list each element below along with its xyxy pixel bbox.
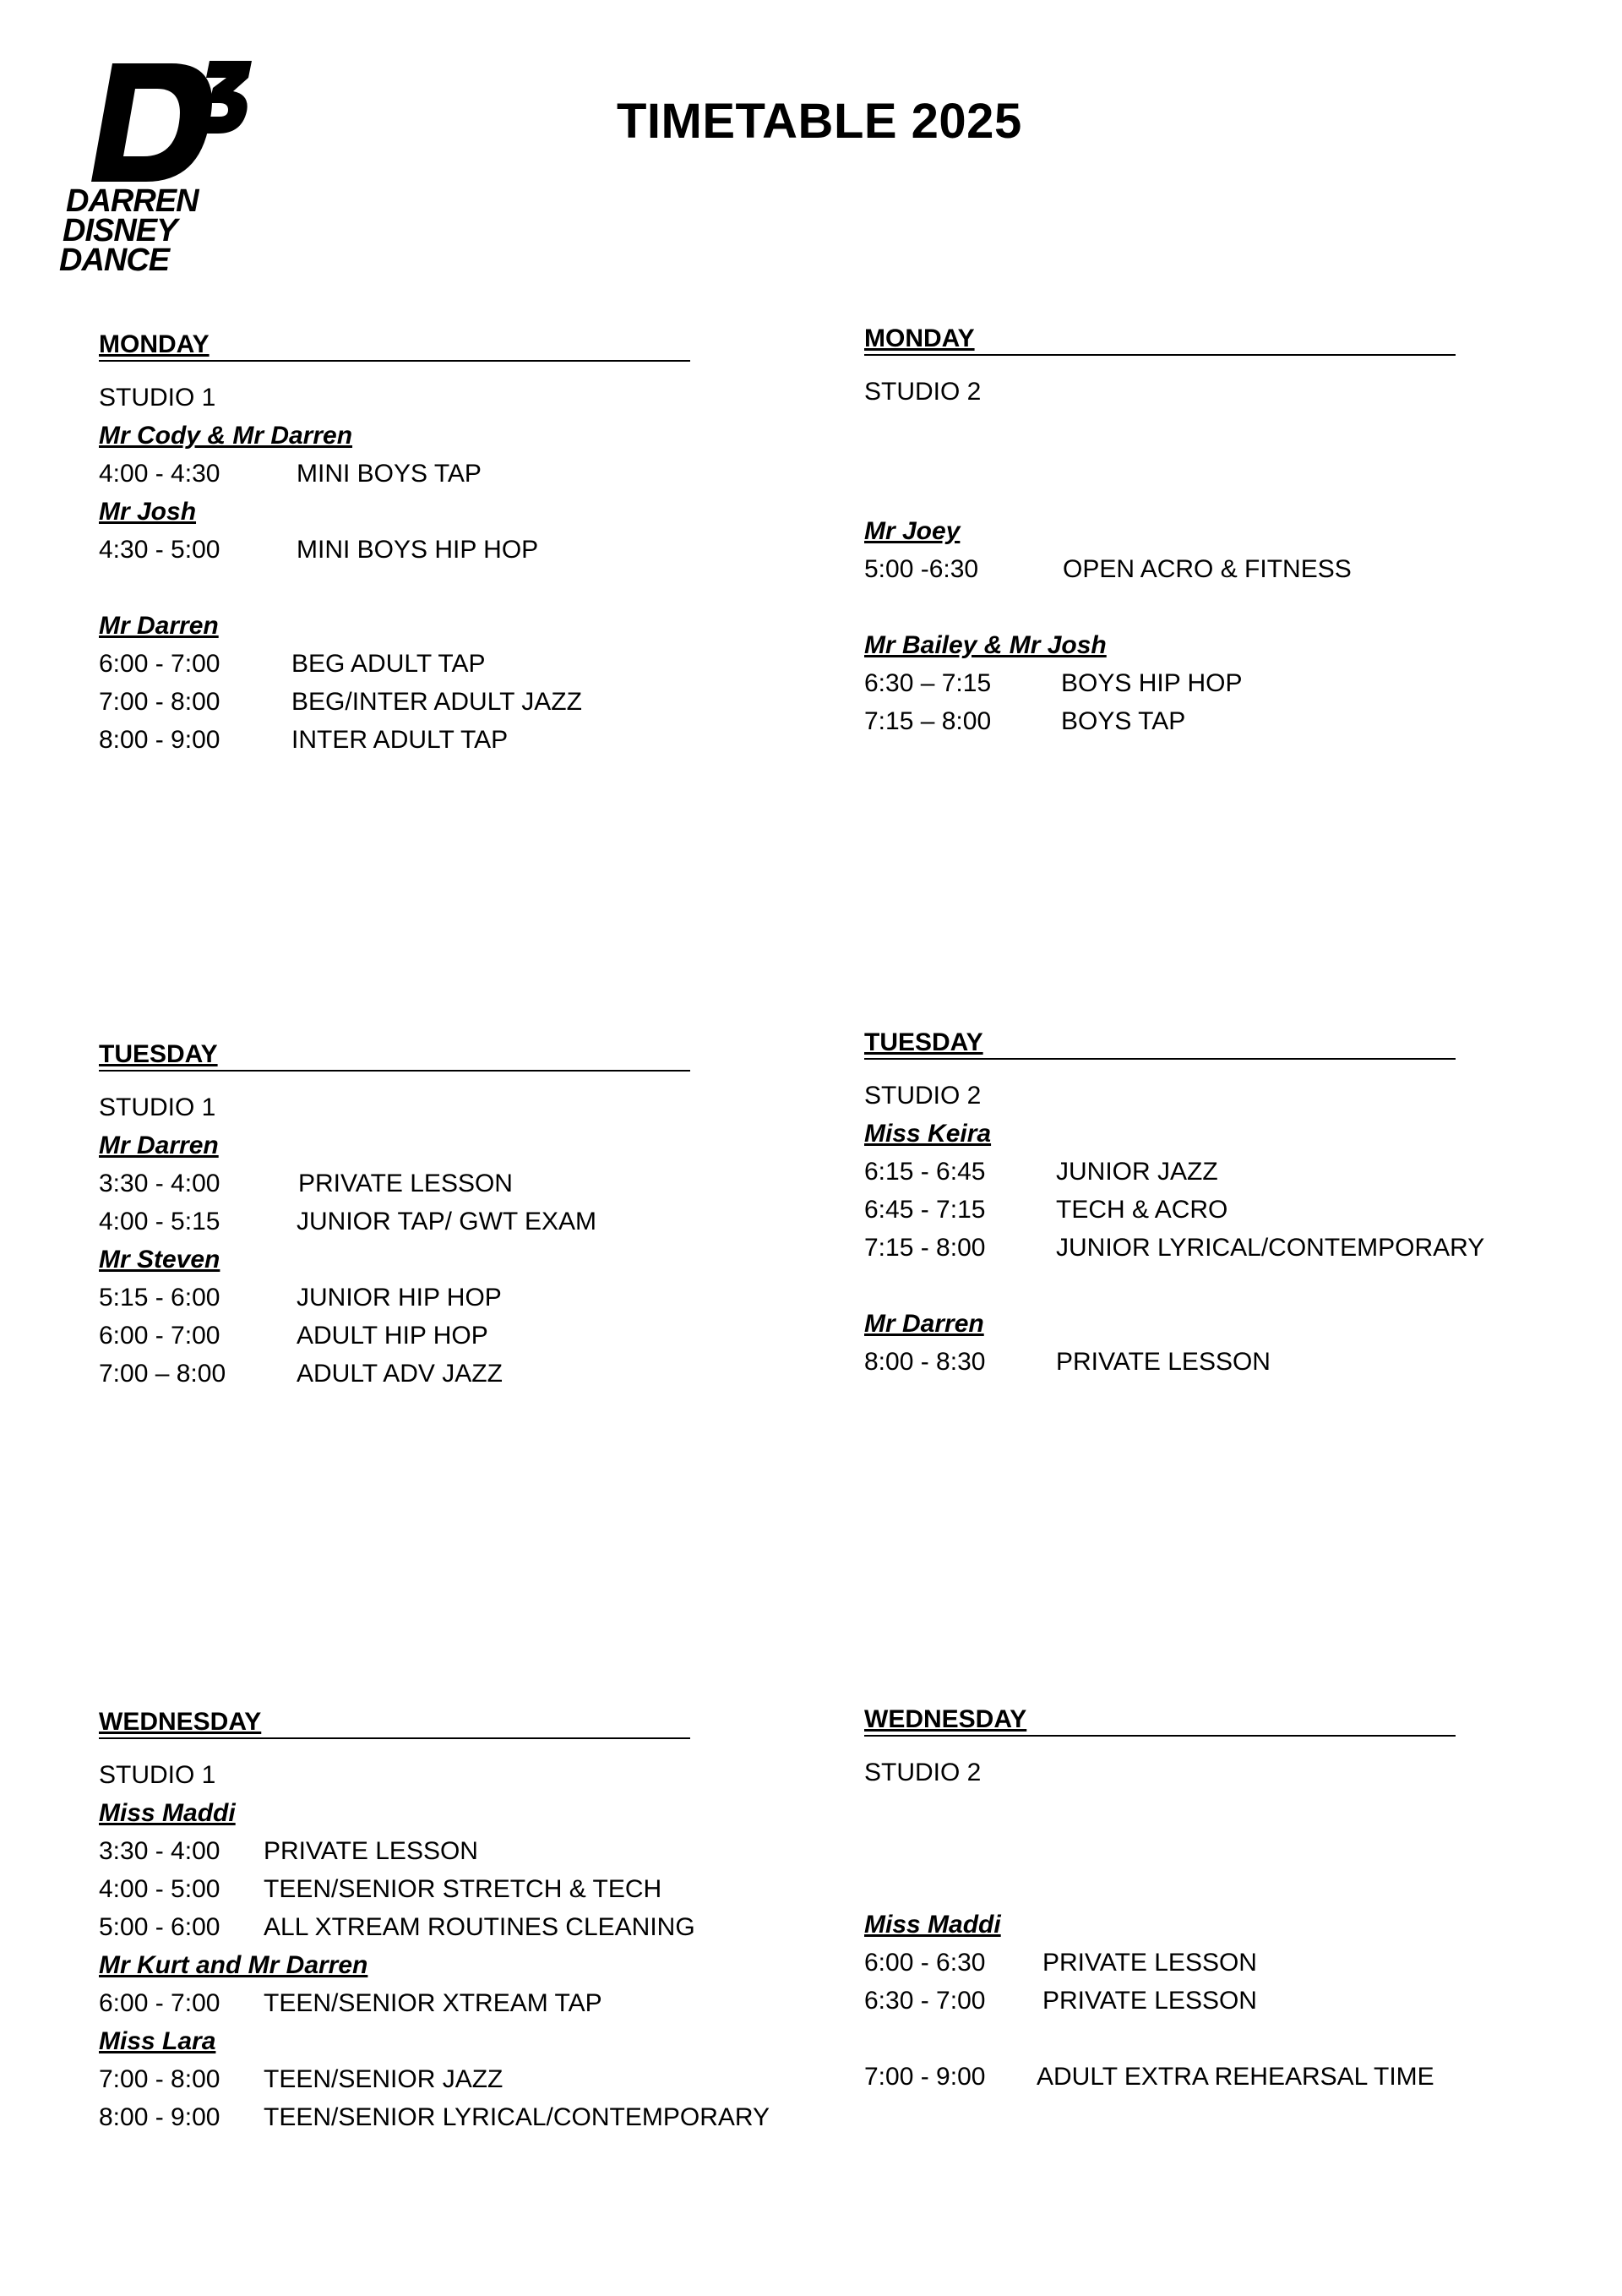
day-heading: MONDAY [99, 330, 690, 362]
studio-label: STUDIO 1 [99, 384, 216, 412]
class-row: 5:00 -6:30 OPEN ACRO & FITNESS [864, 555, 1352, 583]
class-row: 4:00 - 5:00 TEEN/SENIOR STRETCH & TECH [99, 1875, 662, 1903]
instructor-name: Miss Maddi [864, 1911, 1001, 1939]
class-row: 7:00 – 8:00 ADULT ADV JAZZ [99, 1360, 503, 1388]
class-row: 6:45 - 7:15 TECH & ACRO [864, 1196, 1228, 1224]
class-row: 6:30 – 7:15 BOYS HIP HOP [864, 669, 1243, 697]
instructor-name: Mr Cody & Mr Darren [99, 422, 353, 450]
studio-label: STUDIO 1 [99, 1761, 216, 1789]
instructor-name: Mr Darren [864, 1310, 984, 1338]
instructor-name: Mr Josh [99, 498, 197, 526]
class-row: 7:15 – 8:00 BOYS TAP [864, 707, 1186, 735]
instructor-name: Miss Lara [99, 2027, 216, 2055]
logo-line-3: DANCE [59, 243, 170, 278]
class-row: 6:00 - 6:30 PRIVATE LESSON [864, 1949, 1257, 1977]
instructor-name: Mr Joey [864, 517, 961, 545]
class-row: 7:00 - 8:00 TEEN/SENIOR JAZZ [99, 2065, 503, 2093]
class-row: 4:00 - 5:15 JUNIOR TAP/ GWT EXAM [99, 1208, 597, 1235]
wednesday-studio-1 [99, 1707, 825, 2136]
instructor-name: Mr Darren [99, 612, 219, 640]
instructor-name: Mr Darren [99, 1132, 219, 1159]
instructor-name: Mr Kurt and Mr Darren [99, 1951, 368, 1979]
wednesday-studio-2 [864, 1704, 1591, 2096]
class-row: 8:00 - 8:30 PRIVATE LESSON [864, 1348, 1271, 1376]
class-row: 7:00 - 8:00 BEG/INTER ADULT JAZZ [99, 688, 582, 716]
class-row: 6:15 - 6:45 JUNIOR JAZZ [864, 1158, 1218, 1186]
instructor-name: Mr Bailey & Mr Josh [864, 631, 1107, 659]
logo-line-2: DISNEY [63, 213, 177, 248]
class-row: 5:15 - 6:00 JUNIOR HIP HOP [99, 1284, 502, 1312]
class-row: 5:00 - 6:00 ALL XTREAM ROUTINES CLEANING [99, 1913, 695, 1941]
studio-label: STUDIO 2 [864, 378, 982, 406]
tuesday-studio-2 [864, 1028, 1591, 1381]
class-row: 7:15 - 8:00 JUNIOR LYRICAL/CONTEMPORARY [864, 1234, 1485, 1262]
day-heading: MONDAY [864, 324, 1456, 356]
day-heading: TUESDAY [864, 1028, 1456, 1060]
day-heading: WEDNESDAY [864, 1704, 1456, 1737]
tuesday-studio-1 [99, 1039, 825, 1393]
class-row: 6:30 - 7:00 PRIVATE LESSON [864, 1987, 1257, 2015]
class-row: 6:00 - 7:00 ADULT HIP HOP [99, 1322, 488, 1350]
day-heading: TUESDAY [99, 1039, 690, 1072]
class-row: 3:30 - 4:00 PRIVATE LESSON [99, 1837, 478, 1865]
page-title: TIMETABLE 2025 [617, 94, 1022, 149]
instructor-name: Miss Maddi [99, 1799, 236, 1827]
day-heading: WEDNESDAY [99, 1707, 690, 1739]
studio-label: STUDIO 1 [99, 1093, 216, 1121]
monday-studio-2 [864, 324, 1591, 740]
studio-label: STUDIO 2 [864, 1082, 982, 1110]
d3-logo-mark [83, 59, 252, 186]
monday-studio-1 [99, 330, 825, 759]
class-row: 6:00 - 7:00 TEEN/SENIOR XTREAM TAP [99, 1989, 602, 2017]
class-row: 8:00 - 9:00 INTER ADULT TAP [99, 726, 509, 754]
class-row: 3:30 - 4:00 PRIVATE LESSON [99, 1170, 513, 1197]
class-row: 4:00 - 4:30 MINI BOYS TAP [99, 460, 482, 488]
logo [59, 59, 252, 279]
class-row: 7:00 - 9:00 ADULT EXTRA REHEARSAL TIME [864, 2063, 1434, 2091]
logo-line-1: DARREN [66, 183, 199, 219]
instructor-name: Mr Steven [99, 1246, 220, 1273]
class-row: 8:00 - 9:00 TEEN/SENIOR LYRICAL/CONTEMPORARY [99, 2103, 770, 2131]
studio-label: STUDIO 2 [864, 1759, 982, 1786]
class-row: 4:30 - 5:00 MINI BOYS HIP HOP [99, 536, 539, 564]
instructor-name: Miss Keira [864, 1120, 992, 1148]
class-row: 6:00 - 7:00 BEG ADULT TAP [99, 650, 486, 678]
